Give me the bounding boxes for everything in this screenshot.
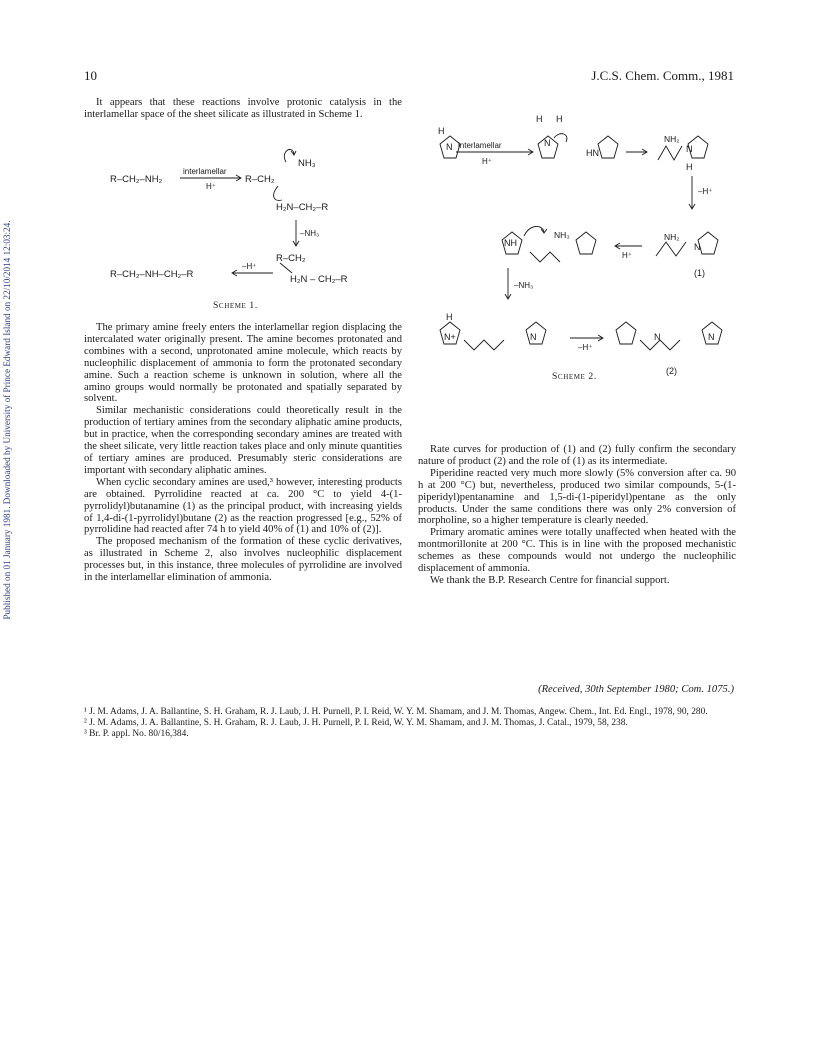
scheme1-product: R–CH₂–NH–CH₂–R [110,269,194,280]
scheme2-atom-h: H [536,114,543,124]
left-paragraph: The primary amine freely enters the interlamellar region displacing the intercalated water originally present. The amine becomes protonated and combines with a second, unprotonated amine molecule, which reacts by nucleophilic displacement of ammonia to form the protonated secondary amine. Such a reaction scheme is unknown in solution, where all the amino groups would normally be protonated and spatially separated by solvent. [84,322,402,405]
scheme-1-caption: Scheme 1. [213,300,258,311]
scheme1-product-ch2: R–CH₂ [276,253,306,264]
scheme2-atom-n: N [530,332,537,342]
scheme1-intermediate-nh3: NH₃ [298,158,316,169]
scheme2-atom-nh3: NH₃ [554,230,570,240]
scheme2-arrow-top: interlamellar [458,141,502,150]
intro-paragraph: It appears that these reactions involve protonic catalysis in the interlamellar space of the sheet silicate as illustrated in Scheme 1. [84,97,402,120]
scheme2-label-1: (1) [694,268,705,278]
scheme2-atom-nh2: NH₂ [664,134,680,144]
scheme2-atom-n: N [654,332,661,342]
page-number: 10 [84,68,97,83]
scheme1-product-amine: H₂N – CH₂–R [290,274,348,285]
scheme2-atom-n: N [708,332,715,342]
journal-header: J.C.S. Chem. Comm., 1981 [591,68,734,83]
scheme1-arrow-bottom: H⁺ [206,182,216,191]
scheme2-atom-h: H [438,126,445,136]
scheme-2-figure [420,112,740,376]
scheme2-loss: –NH₃ [514,281,534,290]
scheme1-amine: H₂N–CH₂–R [276,202,329,213]
scheme1-loss: –NH₃ [300,229,320,238]
scheme2-label-2: (2) [666,366,677,376]
scheme2-deprot-1: –H⁺ [698,187,713,196]
scheme2-atom-n: N+ [444,332,456,342]
scheme2-atom-n: N [686,144,693,154]
footnotes [84,707,734,740]
scheme2-arrow-bottom: H⁺ [482,157,492,166]
scheme2-atom-nh: NH [504,238,517,248]
left-column-body [84,322,402,584]
right-paragraph: Rate curves for production of (1) and (2) fully confirm the secondary nature of product (2) and the role of (1) as its intermediate. [418,444,736,467]
left-paragraph: When cyclic secondary amines are used,³ however, interesting products are obtained. Pyrrolidine reacted at ca. 200 °C to yield 4-(1-pyrrolidyl)butanamine (1) as the principal product, with increasing yields of 1,4-di-(1-pyrrolidyl)butane (2) as the reaction progressed [e.g., 52% of pyrrolidine had reacted after 74 h to yield 40% of (1) and 10% of (2)]. [84,476,402,536]
scheme2-atom-h: H [446,312,453,322]
scheme2-atom-n: N [446,142,453,152]
left-paragraph: The proposed mechanism of the formation of these cyclic derivatives, as illustrated in Scheme 2, also involves nucleophilic displacement processes but, in this instance, three molecules of pyrrolidine are involved in the interlamellar elimination of ammonia. [84,536,402,584]
right-column-body [418,444,736,587]
right-paragraph: We thank the B.P. Research Centre for financial support. [430,574,670,586]
scheme2-atom-n: N [694,242,701,252]
scheme2-atom-n: N [544,138,551,148]
scheme2-atom-nh2: NH₂ [664,232,680,242]
scheme1-deprot: –H⁺ [242,262,257,271]
scheme1-arrow-top: interlamellar [183,167,227,176]
scheme-2-caption: Scheme 2. [552,371,597,382]
left-paragraph: Similar mechanistic considerations could theoretically result in the production of tertiary amines from the secondary aliphatic amine products, but in practice, when the corresponding secondary amines are treated with the sheet silicate, very little reaction takes place and only minute quantities of tertiary amines are produced. Presumably steric considerations are important with secondary aliphatic amines. [84,405,402,476]
scheme2-arrow-bottom-2: H⁺ [622,251,632,260]
scheme-1-figure [110,140,410,300]
right-paragraph: Primary aromatic amines were totally unaffected when heated with the montmorillonite at 200 °C. This is in line with the proposed mechanistic schemes as these compounds would not undergo the nucleophilic displacement of ammonia. [418,527,736,575]
footnote: ¹ J. M. Adams, J. A. Ballantine, S. H. Graham, R. J. Laub, J. H. Purnell, P. I. Reid, W. Y. M. Shamam, and J. M. Thomas, Angew. Chem., Int. Ed. Engl., 1978, 90, 280. [84,707,708,717]
scheme2-atom-hn: HN [586,148,599,158]
scheme1-intermediate-ch2: R–CH₂ [245,174,275,185]
received-note: (Received, 30th September 1980; Com. 1075.) [538,684,734,695]
scheme2-atom-h: H [556,114,563,124]
scheme2-deprot-2: –H⁺ [578,343,593,352]
download-watermark: Published on 01 January 1981. Downloaded by University of Prince Edward Island on 22/10/2014 12:03:24. [2,220,12,620]
footnote: ³ Br. P. appl. No. 80/16,384. [84,729,189,739]
scheme1-start: R–CH₂–NH₂ [110,174,163,185]
footnote: ² J. M. Adams, J. A. Ballantine, S. H. Graham, R. J. Laub, J. H. Purnell, P. I. Reid, W. Y. M. Shamam, and J. M. Thomas, J. Catal., 1979, 58, 238. [84,718,628,728]
scheme2-atom-h: H [686,162,693,172]
right-paragraph: Piperidine reacted very much more slowly (5% conversion after ca. 90 h at 200 °C) but, nevertheless, produced two similar compounds, 5-(1-piperidyl)pentanamine and 1,5-di-(1-piperidyl)pentane as the only products. Under the same conditions there was only 2% conversion of morpholine, so a higher temperature is clearly needed. [418,467,736,527]
